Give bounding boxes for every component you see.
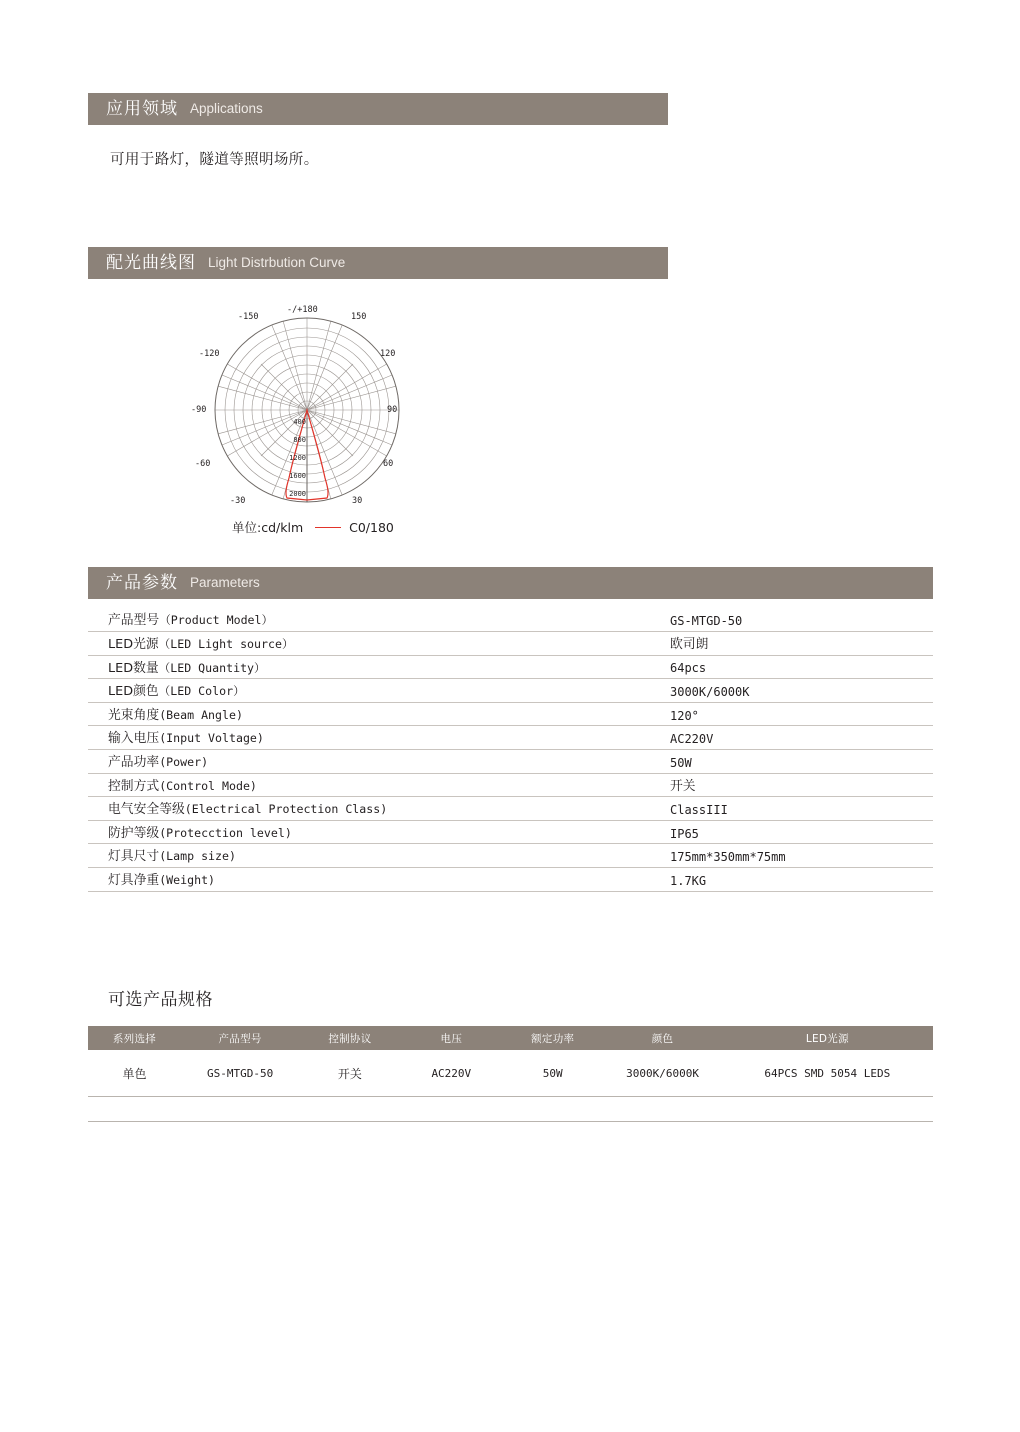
parameter-value: 欧司朗 <box>668 632 933 656</box>
parameter-value: GS-MTGD-50 <box>668 608 933 632</box>
parameter-label-cn: 产品功率 <box>108 754 160 770</box>
curve-legend-label: C0/180 <box>349 519 394 535</box>
section-title-en: Parameters <box>190 575 260 591</box>
parameter-value: 50W <box>668 750 933 774</box>
curve-unit-label: 单位:cd/klm <box>232 520 304 535</box>
table-cell: 64PCS SMD 5054 LEDS <box>722 1050 933 1097</box>
svg-text:-90: -90 <box>191 405 207 415</box>
section-header-light-curve <box>88 247 668 279</box>
column-header: 颜色 <box>603 1026 721 1050</box>
column-header: 控制协议 <box>299 1026 400 1050</box>
table-row <box>88 773 933 797</box>
parameter-label <box>88 750 668 774</box>
parameter-label <box>88 844 668 868</box>
svg-text:90: 90 <box>387 405 398 415</box>
table-row <box>88 655 933 679</box>
parameter-value: 开关 <box>668 773 933 797</box>
parameter-label <box>88 868 668 892</box>
curve-caption <box>232 518 394 536</box>
parameter-label-en: (Input Voltage) <box>159 731 264 746</box>
parameter-label-en: （LED Quantity） <box>158 660 266 675</box>
table-cell: 3000K/6000K <box>603 1050 721 1097</box>
parameter-label <box>88 797 668 821</box>
table-cell: AC220V <box>401 1050 502 1097</box>
table-row <box>88 750 933 774</box>
section-title-en: Light Distrbution Curve <box>208 255 346 271</box>
parameter-label-en: (Control Mode) <box>159 778 257 793</box>
parameter-value: 175mm*350mm*75mm <box>668 844 933 868</box>
parameter-label-cn: 防护等级 <box>108 825 160 841</box>
table-row <box>88 1050 933 1097</box>
svg-text:-150: -150 <box>238 312 259 322</box>
parameter-label-en: (Power) <box>159 754 209 769</box>
table-row <box>88 608 933 632</box>
column-header: 额定功率 <box>502 1026 603 1050</box>
svg-text:-/+180: -/+180 <box>287 305 318 315</box>
section-header-applications <box>88 93 668 125</box>
parameter-label-en: (Lamp size) <box>159 849 236 864</box>
parameter-label-en: （Product Model） <box>159 613 274 628</box>
svg-text:150: 150 <box>351 312 367 322</box>
parameter-label <box>88 655 668 679</box>
parameter-label-en: （LED Color） <box>158 684 245 699</box>
parameter-value: ClassIII <box>668 797 933 821</box>
parameter-value: 64pcs <box>668 655 933 679</box>
parameter-label-en: (Beam Angle) <box>159 707 243 722</box>
section-title-cn: 产品参数 <box>106 572 178 593</box>
svg-text:-30: -30 <box>230 496 246 506</box>
table-header-row <box>88 1026 933 1050</box>
table-row <box>88 679 933 703</box>
table-cell: 单色 <box>88 1050 181 1097</box>
section-title-cn: 配光曲线图 <box>106 252 196 273</box>
parameter-value: IP65 <box>668 820 933 844</box>
column-header: LED光源 <box>722 1026 933 1050</box>
table-row <box>88 820 933 844</box>
table-row <box>88 797 933 821</box>
parameter-label-en: (Weight) <box>159 872 216 887</box>
table-footer-cell <box>88 1097 933 1122</box>
table-footer-row <box>88 1097 933 1122</box>
parameter-label <box>88 773 668 797</box>
svg-text:1200: 1200 <box>289 454 306 462</box>
parameter-label <box>88 608 668 632</box>
parameter-label-en: (Electrical Protection Class) <box>184 802 388 817</box>
section-header-parameters <box>88 567 933 599</box>
parameter-label-cn: 电气安全等级 <box>108 802 185 818</box>
column-header: 电压 <box>401 1026 502 1050</box>
parameter-label-cn: LED光源 <box>108 636 159 652</box>
svg-text:120: 120 <box>380 349 396 359</box>
parameter-label <box>88 820 668 844</box>
optional-specs-title: 可选产品规格 <box>108 990 213 1010</box>
section-title-cn: 应用领域 <box>106 98 178 119</box>
parameter-value: 3000K/6000K <box>668 679 933 703</box>
table-row <box>88 868 933 892</box>
table-row <box>88 844 933 868</box>
parameter-label <box>88 632 668 656</box>
parameter-label-cn: 灯具尺寸 <box>108 849 160 865</box>
parameter-value: 1.7KG <box>668 868 933 892</box>
parameter-value: AC220V <box>668 726 933 750</box>
parameter-label-en: （LED Light source） <box>158 636 294 651</box>
svg-text:60: 60 <box>383 459 394 469</box>
svg-text:-60: -60 <box>195 459 211 469</box>
parameter-label-en: (Protecction level) <box>159 825 292 840</box>
legend-line-icon <box>315 527 341 528</box>
svg-text:1600: 1600 <box>289 472 306 480</box>
optional-specs-table <box>88 1026 933 1122</box>
parameter-label-cn: 光束角度 <box>108 707 160 723</box>
section-title-en: Applications <box>190 101 263 117</box>
parameter-label-cn: LED数量 <box>108 660 159 676</box>
column-header: 系列选择 <box>88 1026 181 1050</box>
table-row <box>88 702 933 726</box>
parameter-label-cn: 控制方式 <box>108 778 160 794</box>
parameter-label-cn: 灯具净重 <box>108 872 160 888</box>
parameter-label <box>88 726 668 750</box>
table-row <box>88 632 933 656</box>
parameter-value: 120° <box>668 702 933 726</box>
parameter-label <box>88 679 668 703</box>
table-cell: 50W <box>502 1050 603 1097</box>
table-cell: 开关 <box>299 1050 400 1097</box>
parameters-table <box>88 608 933 892</box>
applications-body-text: 可用于路灯，隧道等照明场所。 <box>110 152 319 168</box>
svg-text:800: 800 <box>293 436 306 444</box>
parameter-label-cn: LED颜色 <box>108 684 159 700</box>
table-row <box>88 726 933 750</box>
parameter-label-cn: 产品型号 <box>108 613 160 629</box>
svg-text:2000: 2000 <box>289 490 306 498</box>
column-header: 产品型号 <box>181 1026 299 1050</box>
light-distribution-diagram <box>175 292 495 542</box>
svg-text:30: 30 <box>352 496 363 506</box>
svg-text:400: 400 <box>293 418 306 426</box>
table-cell: GS-MTGD-50 <box>181 1050 299 1097</box>
parameter-label <box>88 702 668 726</box>
svg-text:-120: -120 <box>199 349 220 359</box>
parameter-label-cn: 输入电压 <box>108 731 160 747</box>
